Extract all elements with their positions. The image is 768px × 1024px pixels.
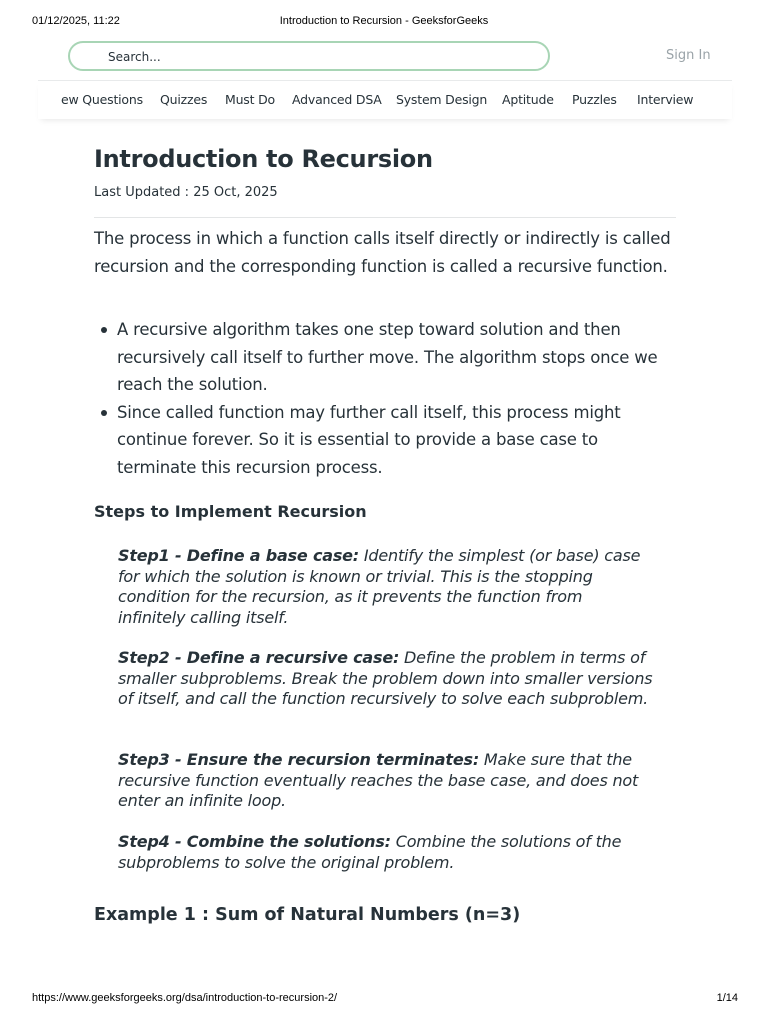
divider [94,217,676,218]
bullet-icon [101,410,107,416]
sign-in-link[interactable]: Sign In [666,48,711,63]
step-3 [118,750,653,812]
step-2-text: Define the problem in terms of smaller subproblems. Break the problem down into smaller versions of itself, and call the function recursively to solve each subproblem. [118,648,653,708]
print-datetime: 01/12/2025, 11:22 [32,15,120,27]
intro-paragraph: The process in which a function calls itself directly or indirectly is called recursion and the corresponding function is called a recursive function. [94,229,671,276]
step-2-label: Step2 - Define a recursive case: [118,648,400,667]
nav-item-system-design[interactable]: System Design [396,92,488,107]
print-header [0,15,768,31]
top-nav [38,80,732,119]
nav-item-interview-questions[interactable]: ew Questions [61,92,143,107]
step-3-text: Make sure that the recursive function eventually reaches the base case, and does not enter an infinite loop. [118,750,639,810]
nav-item-puzzles[interactable]: Puzzles [572,92,617,107]
bullet-icon [101,327,107,333]
step-1-label: Step1 - Define a base case: [118,546,359,565]
step-4 [118,832,653,873]
list-item [94,399,678,482]
nav-item-advanced-dsa[interactable]: Advanced DSA [292,92,382,107]
steps-heading: Steps to Implement Recursion [94,502,367,521]
step-3-label: Step3 - Ensure the recursion terminates: [118,750,480,769]
bullet-text: A recursive algorithm takes one step toward solution and then recursively call itself to further move. The algorithm stops once we reach the solution. [117,320,658,394]
step-2 [118,648,653,710]
search-input[interactable] [108,48,528,66]
footer-page-number: 1/14 [716,992,738,1004]
list-item [94,316,678,399]
step-4-label: Step4 - Combine the solutions: [118,832,391,851]
page-title: Introduction to Recursion [94,145,433,173]
nav-item-must-do[interactable]: Must Do [225,92,275,107]
step-4-text: Combine the solutions of the subproblems to solve the original problem. [118,832,622,872]
nav-item-quizzes[interactable]: Quizzes [160,92,208,107]
nav-item-aptitude[interactable]: Aptitude [502,92,554,107]
step-1 [118,546,653,628]
search-box[interactable] [68,41,550,71]
bullet-list [94,316,678,481]
example-heading: Example 1 : Sum of Natural Numbers (n=3) [94,905,521,925]
last-updated: Last Updated : 25 Oct, 2025 [94,185,278,200]
print-footer [0,992,768,1006]
print-page-title: Introduction to Recursion - GeeksforGeeks [279,15,489,27]
step-1-text: Identify the simplest (or base) case for which the solution is known or trivial. This is the stopping condition for the recursion, as it prevents the function from infinitely calling itself. [118,546,641,627]
nav-item-interview[interactable]: Interview [637,92,694,107]
footer-url: https://www.geeksforgeeks.org/dsa/introduction-to-recursion-2/ [32,992,338,1004]
bullet-text: Since called function may further call itself, this process might continue forever. So it is essential to provide a base case to terminate this recursion process. [117,402,621,477]
